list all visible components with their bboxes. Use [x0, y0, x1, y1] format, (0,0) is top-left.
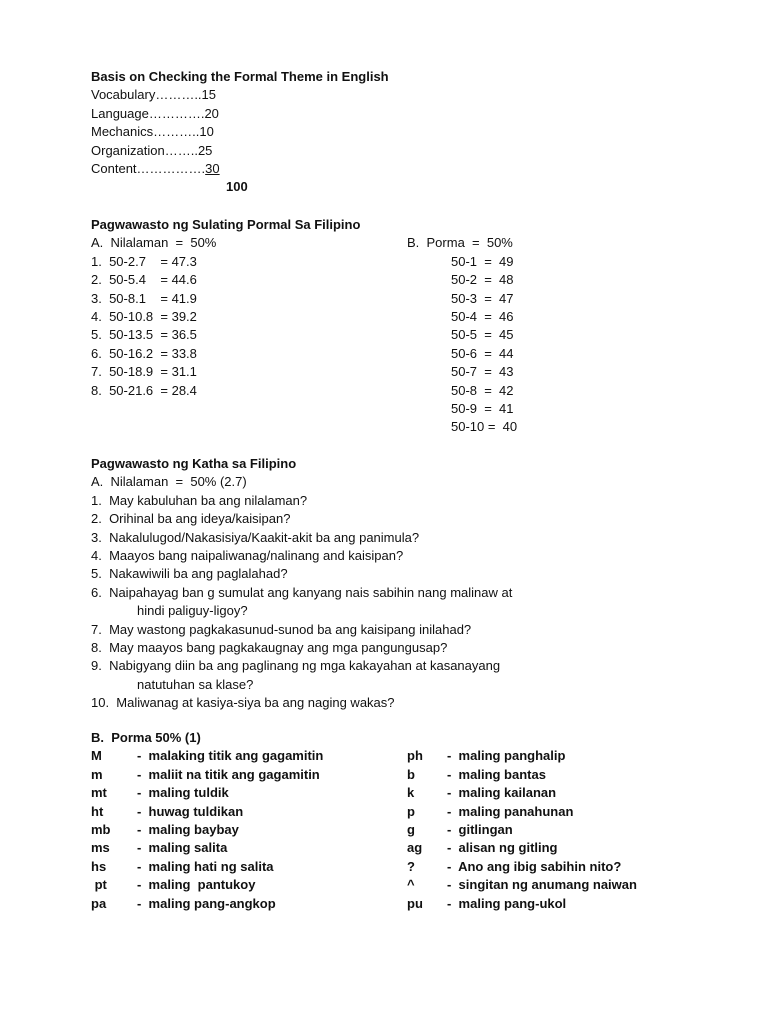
- pormal-b-item: 50-7 = 43: [451, 364, 514, 380]
- code-desc: - maling panghalip: [447, 748, 566, 764]
- code-symbol: ?: [407, 858, 415, 874]
- code-symbol: mt: [91, 785, 107, 801]
- criterion-points: 20: [204, 105, 219, 121]
- code-symbol: hs: [91, 858, 107, 874]
- pormal-a-item: 5. 50-13.5 = 36.5: [91, 327, 197, 343]
- pormal-headings: [91, 234, 731, 252]
- criterion-language: [91, 105, 731, 123]
- pormal-b-item: 50-2 = 48: [451, 272, 514, 288]
- katha-question-continuation: natutuhan sa klase?: [137, 676, 254, 692]
- english-title: Basis on Checking the Formal Theme in English: [91, 69, 389, 84]
- code-symbol: ht: [91, 803, 104, 819]
- code-left: [91, 747, 323, 765]
- pormal-b-item: 50-3 = 47: [451, 290, 514, 306]
- code-symbol: ^: [407, 877, 415, 893]
- pormal-b-item: 50-9 = 41: [451, 400, 514, 416]
- criterion-label: Vocabulary………..: [91, 87, 202, 103]
- code-right: [407, 858, 621, 876]
- code-symbol: pt: [91, 877, 107, 893]
- code-row: [91, 803, 731, 821]
- code-left: [91, 876, 255, 894]
- katha-question: 9. Nabigyang diin ba ang paglinang ng mga kakayahan at kasanayang: [91, 658, 501, 674]
- code-desc: - malaking titik ang gagamitin: [137, 748, 324, 764]
- criterion-label: Language………….: [91, 105, 205, 121]
- code-desc: - maling panahunan: [447, 803, 574, 819]
- code-desc: - Ano ang ibig sabihin nito?: [447, 858, 622, 874]
- code-left: [91, 784, 229, 802]
- code-right: [407, 803, 573, 821]
- pormal-row: [91, 418, 731, 436]
- code-left: [91, 895, 276, 913]
- katha-a-heading: A. Nilalaman = 50% (2.7): [91, 474, 247, 490]
- code-row: [91, 766, 731, 784]
- katha-question: 5. Nakawiwili ba ang paglalahad?: [91, 566, 288, 582]
- pormal-b-item: 50-6 = 44: [451, 345, 514, 361]
- code-desc: - maling hati ng salita: [137, 858, 274, 874]
- katha-question: 3. Nakalulugod/Nakasisiya/Kaakit-akit ba ang panimula?: [91, 529, 420, 545]
- code-row: [91, 895, 731, 913]
- code-symbol: g: [407, 821, 415, 837]
- code-desc: - singitan ng anumang naiwan: [447, 877, 637, 893]
- code-desc: - maling pang-ukol: [447, 895, 567, 911]
- code-symbol: k: [407, 785, 415, 801]
- code-right: [407, 895, 566, 913]
- code-symbol: p: [407, 803, 415, 819]
- code-desc: - maling baybay: [137, 821, 239, 837]
- code-right: [407, 784, 556, 802]
- criterion-points: 25: [197, 142, 213, 158]
- criterion-label: Mechanics………..: [91, 124, 200, 140]
- code-symbol: ag: [407, 840, 423, 856]
- pormal-title: Pagwawasto ng Sulating Pormal Sa Filipino: [91, 217, 361, 232]
- english-total: 100: [226, 179, 248, 195]
- pormal-a-item: 4. 50-10.8 = 39.2: [91, 308, 197, 324]
- code-desc: - gitlingan: [447, 821, 513, 837]
- code-desc: - maling bantas: [447, 766, 546, 782]
- english-section: [91, 68, 731, 197]
- katha-question: 10. Maliwanag at kasiya-siya ba ang naging wakas?: [91, 695, 395, 711]
- code-row: [91, 821, 731, 839]
- pormal-a-item: 8. 50-21.6 = 28.4: [91, 382, 197, 398]
- pormal-section: [91, 216, 731, 437]
- code-symbol: pu: [407, 895, 423, 911]
- pormal-row: [91, 345, 731, 363]
- code-desc: - maling salita: [137, 840, 228, 856]
- code-symbol: m: [91, 766, 103, 782]
- code-desc: - maling pantukoy: [137, 877, 256, 893]
- criterion-content: [91, 160, 731, 178]
- katha-section: [91, 455, 731, 712]
- code-row: [91, 858, 731, 876]
- code-left: [91, 803, 243, 821]
- katha-b-heading: B. Porma 50% (1): [91, 730, 201, 745]
- code-left: [91, 839, 227, 857]
- pormal-a-item: 6. 50-16.2 = 33.8: [91, 345, 197, 361]
- katha-question-continuation: hindi paliguy-ligoy?: [137, 603, 248, 619]
- pormal-b-item: 50-1 = 49: [451, 253, 514, 269]
- katha-question: 7. May wastong pagkakasunud-sunod ba ang kaisipang inilahad?: [91, 621, 472, 637]
- katha-question: 4. Maayos bang naipaliwanag/nalinang and kaisipan?: [91, 547, 404, 563]
- code-right: [407, 821, 513, 839]
- pormal-a-item: 7. 50-18.9 = 31.1: [91, 364, 197, 380]
- criterion-points: 15: [201, 87, 217, 103]
- katha-question: 2. Orihinal ba ang ideya/kaisipan?: [91, 511, 291, 527]
- criterion-points: 30: [205, 160, 220, 176]
- criterion-organization: [91, 142, 731, 160]
- katha-question: 6. Naipahayag ban g sumulat ang kanyang nais sabihin nang malinaw at: [91, 584, 513, 600]
- code-row: [91, 839, 731, 857]
- code-row: [91, 784, 731, 802]
- code-desc: - maliit na titik ang gagamitin: [137, 766, 320, 782]
- pormal-row: [91, 253, 731, 271]
- pormal-row: [91, 382, 731, 400]
- katha-title: Pagwawasto ng Katha sa Filipino: [91, 456, 297, 471]
- code-left: [91, 766, 320, 784]
- code-symbol: mb: [91, 821, 111, 837]
- code-left: [91, 821, 239, 839]
- pormal-a-heading: A. Nilalaman = 50%: [91, 235, 217, 251]
- pormal-a-item: 2. 50-5.4 = 44.6: [91, 272, 197, 288]
- pormal-row: [91, 308, 731, 326]
- code-desc: - huwag tuldikan: [137, 803, 244, 819]
- pormal-row: [91, 326, 731, 344]
- criterion-label: Content…………….: [91, 160, 206, 176]
- code-desc: - maling pang-angkop: [137, 895, 276, 911]
- pormal-b-item: 50-10 = 40: [451, 419, 518, 435]
- code-symbol: ms: [91, 840, 110, 856]
- pormal-b-item: 50-8 = 42: [451, 382, 514, 398]
- code-right: [407, 766, 546, 784]
- code-left: [91, 858, 274, 876]
- porma-codes-section: [91, 729, 731, 913]
- criterion-points: 10: [199, 124, 214, 140]
- criterion-vocabulary: [91, 86, 731, 104]
- code-right: [407, 839, 558, 857]
- pormal-b-item: 50-4 = 46: [451, 308, 514, 324]
- pormal-a-item: 1. 50-2.7 = 47.3: [91, 253, 197, 269]
- pormal-b-heading: B. Porma = 50%: [407, 235, 513, 251]
- pormal-row: [91, 290, 731, 308]
- code-symbol: pa: [91, 895, 107, 911]
- pormal-row: [91, 400, 731, 418]
- code-row: [91, 747, 731, 765]
- code-symbol: b: [407, 766, 415, 782]
- code-desc: - maling kailanan: [447, 785, 557, 801]
- code-desc: - alisan ng gitling: [447, 840, 558, 856]
- code-symbol: ph: [407, 748, 423, 764]
- pormal-a-item: 3. 50-8.1 = 41.9: [91, 290, 197, 306]
- criterion-mechanics: [91, 123, 731, 141]
- code-row: [91, 876, 731, 894]
- katha-question: 8. May maayos bang pagkakaugnay ang mga pangungusap?: [91, 639, 448, 655]
- code-right: [407, 747, 565, 765]
- code-symbol: M: [91, 748, 102, 764]
- katha-question: 1. May kabuluhan ba ang nilalaman?: [91, 492, 308, 508]
- criterion-label: Organization……..: [91, 142, 198, 158]
- pormal-row: [91, 271, 731, 289]
- pormal-row: [91, 363, 731, 381]
- code-right: [407, 876, 637, 894]
- pormal-b-item: 50-5 = 45: [451, 327, 514, 343]
- code-desc: - maling tuldik: [137, 785, 229, 801]
